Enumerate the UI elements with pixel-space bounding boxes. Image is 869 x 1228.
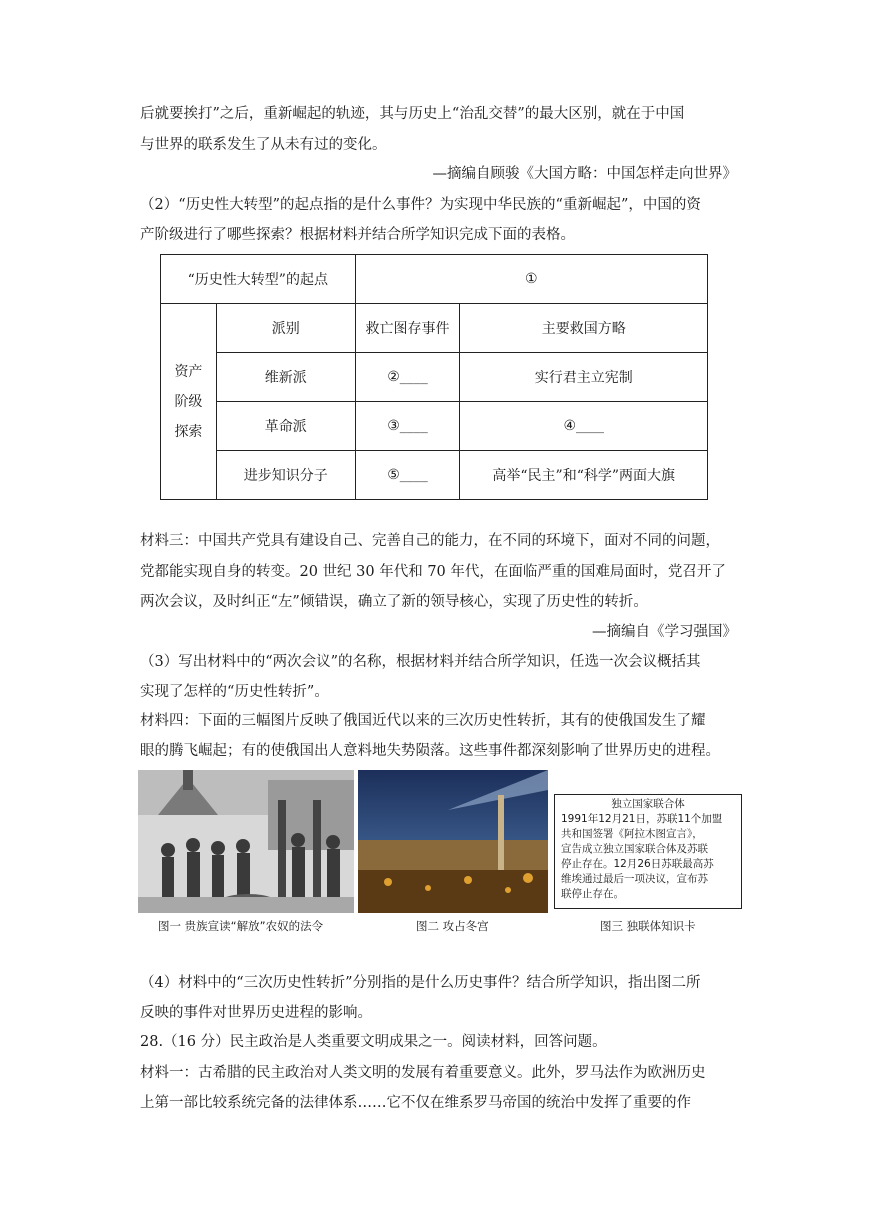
figure-3-caption: 图三 独联体知识卡 <box>600 919 696 933</box>
row1-event-blank[interactable]: ②____ <box>355 353 460 402</box>
header-event: 救亡图存事件 <box>355 304 460 353</box>
question-28: 28.（16 分）民主政治是人类重要文明成果之一。阅读材料，回答问题。 <box>140 1034 607 1050</box>
material-3-line-2: 党都能实现自身的转变。20 世纪 30 年代和 70 年代，在面临严重的国难局面时，党召开了 <box>140 564 726 580</box>
row1-faction: 维新派 <box>216 353 355 402</box>
figure-1-engraving <box>138 770 354 913</box>
question-3-line-1: （3）写出材料中的“两次会议”的名称，根据材料并结合所学知识，任选一次会议概括其 <box>140 654 701 670</box>
source-2: —摘编自《学习强国》 <box>592 624 737 640</box>
start-label-cell: “历史性大转型”的起点 <box>161 255 356 304</box>
row1-strategy: 实行君主立宪制 <box>460 353 708 402</box>
material-1-line-1: 材料一：古希腊的民主政治对人类文明的发展有着重要意义。此外，罗马法作为欧洲历史 <box>140 1065 706 1081</box>
card-line-1: 1991年12月21日，苏联11个加盟 <box>561 813 723 825</box>
card-line-4: 停止存在。12月26日苏联最高苏 <box>561 858 714 870</box>
figure-3-knowledge-card <box>554 794 742 909</box>
row2-event-blank[interactable]: ③____ <box>355 402 460 451</box>
card-title: 独立国家联合体 <box>611 798 685 810</box>
start-blank-cell[interactable]: ① <box>355 255 707 304</box>
question-2-line-2: 产阶级进行了哪些探索？根据材料并结合所学知识完成下面的表格。 <box>140 227 575 243</box>
question-3-line-2: 实现了怎样的“历史性转折”。 <box>140 684 329 700</box>
material-3-line-1: 材料三：中国共产党具有建设自己、完善自己的能力，在不同的环境下，面对不同的问题， <box>140 533 720 549</box>
material-1-line-2: 上第一部比较系统完备的法律体系……它不仅在维系罗马帝国的统治中发挥了重要的作 <box>140 1095 691 1111</box>
row2-faction: 革命派 <box>216 402 355 451</box>
line-2: 与世界的联系发生了从未有过的变化。 <box>140 137 387 153</box>
material-3-line-3: 两次会议，及时纠正“左”倾错误，确立了新的领导核心，实现了历史性的转折。 <box>140 594 648 610</box>
answer-table <box>160 254 708 500</box>
figure-1-caption: 图一 贵族宣读“解放”农奴的法令 <box>158 919 324 933</box>
header-strategy: 主要救国方略 <box>460 304 708 353</box>
line-1: 后就要挨打”之后，重新崛起的轨迹，其与历史上“治乱交替”的最大区别，就在于中国 <box>140 106 685 122</box>
group-label-cell <box>161 304 217 500</box>
group-label: 资产 阶级 探索 <box>174 363 203 440</box>
material-4-line-2: 眼的腾飞崛起；有的使俄国出人意料地失势陨落。这些事件都深刻影响了世界历史的进程。 <box>140 743 720 759</box>
card-line-2: 共和国签署《阿拉木图宣言》， <box>561 828 703 840</box>
material-4-line-1: 材料四：下面的三幅图片反映了俄国近代以来的三次历史性转折，其有的使俄国发生了耀 <box>140 713 706 729</box>
card-line-3: 宣告成立独立国家联合体及苏联 <box>561 843 708 855</box>
question-4-line-2: 反映的事件对世界历史进程的影响。 <box>140 1005 372 1021</box>
row3-strategy: 高举“民主”和“科学”两面大旗 <box>460 451 708 500</box>
row3-event-blank[interactable]: ⑤____ <box>355 451 460 500</box>
source-1: —摘编自顾骏《大国方略：中国怎样走向世界》 <box>432 166 737 182</box>
question-2-line-1: （2）“历史性大转型”的起点指的是什么事件？为实现中华民族的“重新崛起”，中国的资 <box>140 197 701 213</box>
figure-2-painting <box>358 770 548 913</box>
question-4-line-1: （4）材料中的“三次历史性转折”分别指的是什么历史事件？结合所学知识，指出图二所 <box>140 975 701 991</box>
card-line-5: 维埃通过最后一项决议，宣布苏 <box>561 873 708 885</box>
card-line-6: 联停止存在。 <box>561 888 624 900</box>
figure-2-caption: 图二 攻占冬宫 <box>416 919 489 933</box>
row2-strategy-blank[interactable]: ④____ <box>460 402 708 451</box>
header-faction: 派别 <box>216 304 355 353</box>
row3-faction: 进步知识分子 <box>216 451 355 500</box>
